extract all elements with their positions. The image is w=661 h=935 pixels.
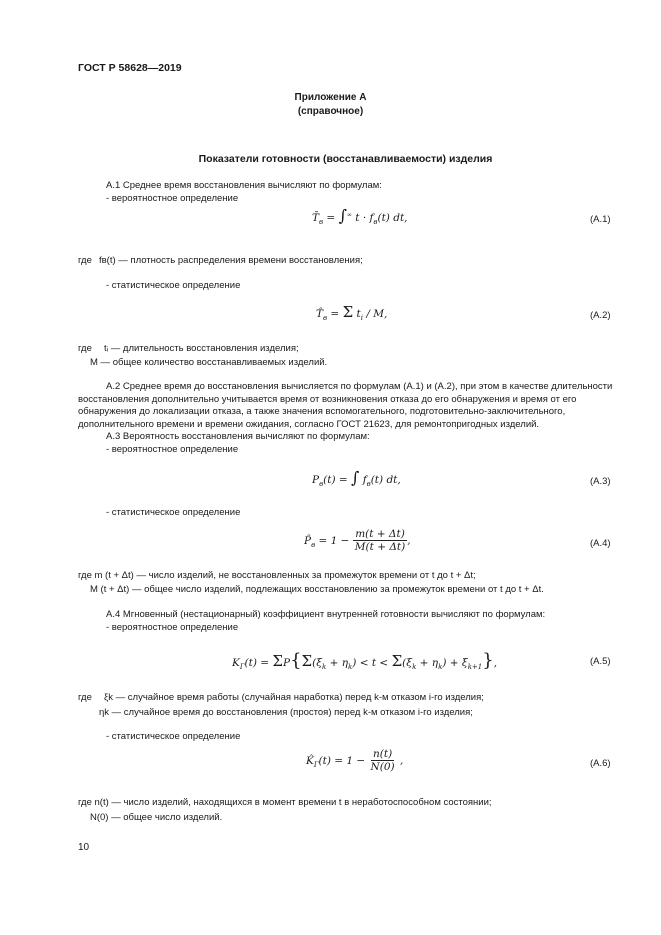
a4-where2-a: где n(t) — число изделий, находящихся в момент времени t в неработоспособном состоянии; — [78, 797, 492, 808]
a3-intro: А.3 Вероятность восстановления вычисляют по формулам: — [106, 431, 370, 442]
a4-where-a: ξk — случайное время работы (случайная наработка) перед k-м отказом i-го изделия; — [104, 692, 484, 703]
equation-a2-number: (А.2) — [590, 310, 611, 321]
equation-a3-number: (А.3) — [590, 476, 611, 487]
a4-where-prefix: где — [78, 692, 92, 703]
a4-where-b: ηk — случайное время до восстановления (простоя) перед k-м отказом i-го изделия; — [99, 707, 473, 718]
a1-where-text: fв(t) — плотность распределения времени восстановления; — [99, 255, 363, 266]
equation-a4: $P̂_в = 1$ − $\frac{m(t + \Delta t)}{M(t + \Delta t)}$ , — [304, 528, 411, 553]
a1-prob-label: - вероятностное определение — [106, 193, 239, 204]
a4-stat-label: - статистическое определение — [106, 731, 241, 742]
a2-paragraph: А.2 Среднее время до восстановления вычисляется по формулам (А.1) и (А.2), при этом в качестве длительности восстановления дополнительно учитывается время от возникновения отказа до его обнаружения и время от его обнаружения до локализации отказа, а также значения вспомогательного, подготовительно-заключительного, дополнительного времени и времени ожидания, согласно ГОСТ 21623, для ремонтопригодных изделий. — [78, 381, 613, 430]
equation-a2: $T̂_в = \Sigma$ $t_i$ / M, — [316, 303, 388, 323]
page-number: 10 — [78, 842, 90, 853]
a1-where2-text-a: tᵢ — длительность восстановления изделия; — [104, 343, 299, 354]
a1-where-prefix: где — [78, 255, 92, 266]
a1-where2-text-b: M — общее количество восстанавливаемых изделий. — [90, 357, 328, 368]
a3-stat-label: - статистическое определение — [106, 507, 241, 518]
equation-a5: $K_Г(t) = \Sigma P\{\Sigma(\xi_k + \eta_k) < t < \Sigma(\xi_k + \eta_k) + \xi_{k+1}\}$, — [232, 650, 498, 672]
a1-where2-prefix: где — [78, 343, 92, 354]
a4-where2-b: N(0) — общее число изделий. — [90, 812, 223, 823]
appendix-title: Приложение А — [294, 92, 367, 103]
equation-a5-number: (А.5) — [590, 656, 611, 667]
equation-a1-number: (А.1) — [590, 214, 611, 225]
appendix-subtitle: (справочное) — [297, 106, 364, 117]
document-header: ГОСТ Р 58628—2019 — [78, 62, 182, 74]
section-title: Показатели готовности (восстанавливаемости) изделия — [198, 153, 493, 165]
a4-intro: А.4 Мгновенный (нестационарный) коэффициент внутренней готовности вычисляют по формулам: — [106, 609, 546, 620]
a1-intro: А.1 Среднее время восстановления вычисляют по формулам: — [106, 180, 382, 191]
a3-where-a: где m (t + Δt) — число изделий, не восстановленных за промежуток времени от t до t + Δt; — [78, 570, 476, 581]
a3-prob-label: - вероятностное определение — [106, 444, 239, 455]
a3-where-b: M (t + Δt) — общее число изделий, подлежащих восстановлению за промежуток времени от t до t + Δt. — [90, 584, 544, 595]
equation-a4-number: (А.4) — [590, 538, 611, 549]
equation-a1: $T̄_в = \int^\infty$ $t \cdot f_в(t)$ dt, — [312, 206, 408, 227]
a1-stat-label: - статистическое определение — [106, 280, 241, 291]
equation-a3: $P_в(t)$ = ∫ $f_в(t)$ dt, — [312, 468, 401, 489]
equation-a6: $K̂_Г(t) = 1$ − $\frac{n(t)}{N(0)}$ , — [306, 748, 404, 773]
equation-a6-number: (А.6) — [590, 758, 611, 769]
a4-prob-label: - вероятностное определение — [106, 622, 239, 633]
